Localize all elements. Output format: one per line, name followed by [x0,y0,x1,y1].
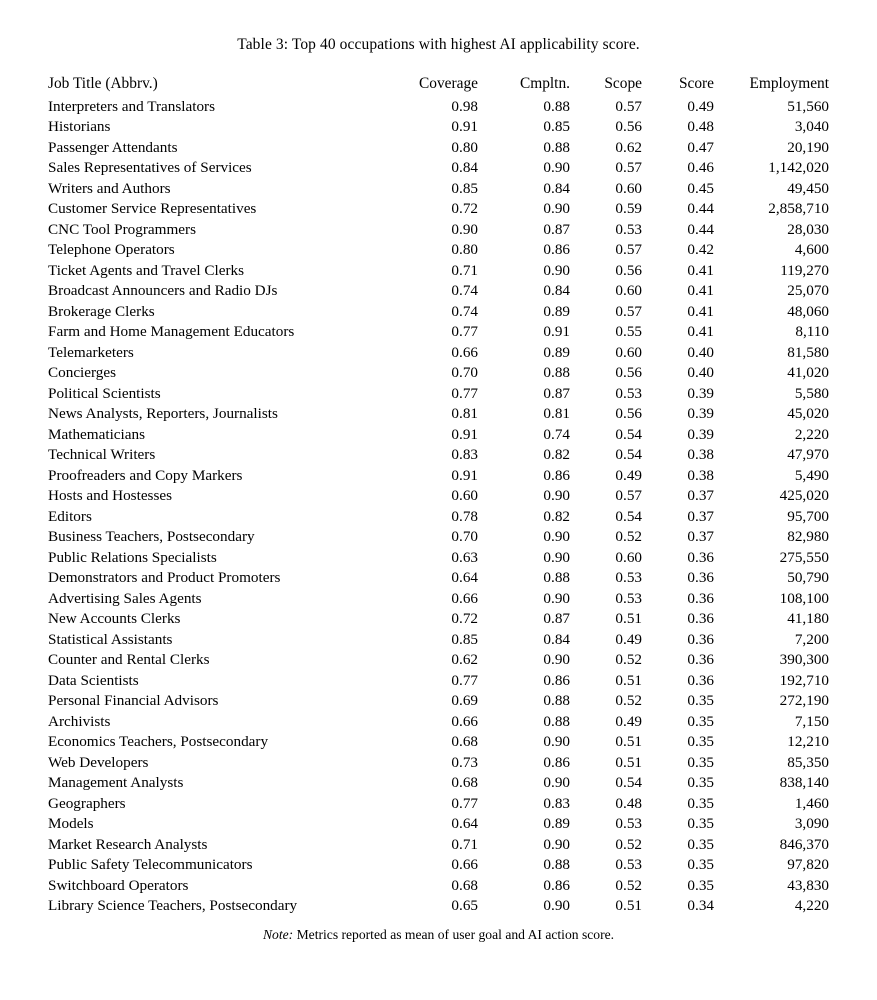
cell-scope: 0.53 [615,569,642,587]
cell-cmpltn: 0.89 [543,815,570,833]
cell-cmpltn: 0.83 [543,794,570,812]
cell-scope: 0.52 [615,651,642,669]
cell-scope: 0.52 [615,876,642,894]
table-row [48,753,829,774]
cell-cmpltn: 0.81 [543,405,570,423]
cell-employment: 108,100 [779,589,829,607]
cell-cmpltn: 0.89 [543,343,570,361]
cell-employment: 8,110 [795,323,829,341]
cell-scope: 0.51 [615,671,642,689]
cell-score: 0.35 [687,712,714,730]
table-row [48,158,829,179]
cell-employment: 25,070 [787,282,829,300]
table-row [48,486,829,507]
cell-coverage: 0.66 [451,589,478,607]
cell-employment: 81,580 [787,343,829,361]
cell-score: 0.35 [687,815,714,833]
cell-cmpltn: 0.88 [543,569,570,587]
cell-job-title: Technical Writers [48,446,156,464]
cell-cmpltn: 0.86 [543,876,570,894]
cell-coverage: 0.77 [451,671,478,689]
table-row [48,466,829,487]
cell-cmpltn: 0.88 [543,138,570,156]
column-header-scope: Scope [604,74,642,92]
cell-cmpltn: 0.90 [543,589,570,607]
table-row [48,712,829,733]
cell-scope: 0.60 [615,343,642,361]
table-row [48,138,829,159]
table-row [48,445,829,466]
cell-scope: 0.53 [615,220,642,238]
cell-job-title: New Accounts Clerks [48,610,181,628]
cell-employment: 51,560 [787,97,829,115]
cell-scope: 0.49 [615,712,642,730]
cell-job-title: Concierges [48,364,117,382]
cell-job-title: Counter and Rental Clerks [48,651,210,669]
table-row [48,302,829,323]
cell-coverage: 0.69 [451,692,478,710]
cell-employment: 20,190 [787,138,829,156]
cell-job-title: Market Research Analysts [48,835,208,853]
cell-employment: 838,140 [779,774,829,792]
cell-employment: 47,970 [787,446,829,464]
cell-job-title: Brokerage Clerks [48,302,155,320]
cell-cmpltn: 0.87 [543,220,570,238]
cell-cmpltn: 0.88 [543,712,570,730]
cell-cmpltn: 0.89 [543,302,570,320]
cell-job-title: Writers and Authors [48,179,171,197]
cell-score: 0.39 [687,405,714,423]
cell-cmpltn: 0.90 [543,897,570,915]
cell-coverage: 0.68 [451,774,478,792]
table-row [48,343,829,364]
cell-job-title: Sales Representatives of Services [48,159,252,177]
cell-cmpltn: 0.90 [543,774,570,792]
cell-coverage: 0.72 [451,200,478,218]
cell-score: 0.37 [687,528,714,546]
cell-cmpltn: 0.90 [543,835,570,853]
cell-job-title: Telemarketers [48,343,134,361]
cell-scope: 0.56 [615,364,642,382]
cell-employment: 4,600 [794,241,829,259]
table-row [48,855,829,876]
cell-employment: 272,190 [779,692,829,710]
cell-cmpltn: 0.86 [543,671,570,689]
table-container [48,55,829,920]
cell-score: 0.36 [687,671,714,689]
cell-coverage: 0.62 [451,651,478,669]
cell-coverage: 0.64 [451,815,478,833]
cell-cmpltn: 0.90 [543,159,570,177]
table-note [48,920,829,944]
cell-coverage: 0.66 [451,856,478,874]
cell-employment: 390,300 [779,651,829,669]
table-row [48,630,829,651]
cell-score: 0.47 [687,138,714,156]
table-row [48,609,829,630]
table-row [48,93,829,118]
cell-employment: 85,350 [787,753,829,771]
table-row [48,568,829,589]
cell-score: 0.37 [687,507,714,525]
cell-scope: 0.49 [615,466,642,484]
table-row [48,773,829,794]
cell-job-title: Web Developers [48,753,149,771]
cell-score: 0.46 [687,159,714,177]
cell-employment: 12,210 [787,733,829,751]
table-row [48,363,829,384]
cell-scope: 0.60 [615,179,642,197]
table-row [48,384,829,405]
cell-coverage: 0.83 [451,446,478,464]
column-header-job-title: Job Title (Abbrv.) [48,74,158,92]
cell-employment: 7,150 [794,712,829,730]
table-row [48,281,829,302]
cell-coverage: 0.80 [451,241,478,259]
cell-coverage: 0.84 [451,159,478,177]
cell-cmpltn: 0.90 [543,200,570,218]
column-header-employment: Employment [749,74,829,92]
cell-cmpltn: 0.90 [543,528,570,546]
cell-job-title: Telephone Operators [48,241,175,259]
cell-job-title: Political Scientists [48,384,161,402]
cell-coverage: 0.68 [451,876,478,894]
cell-coverage: 0.85 [451,179,478,197]
cell-job-title: Library Science Teachers, Postsecondary [48,897,298,915]
cell-employment: 49,450 [787,179,829,197]
cell-cmpltn: 0.86 [543,241,570,259]
cell-score: 0.41 [687,261,714,279]
cell-scope: 0.57 [615,241,642,259]
table-caption: Table 3: Top 40 occupations with highest AI applicability score. [237,36,640,53]
cell-score: 0.42 [687,241,714,259]
note-text: Metrics reported as mean of user goal and AI action score. [296,926,615,942]
cell-employment: 41,020 [787,364,829,382]
cell-cmpltn: 0.82 [543,446,570,464]
cell-scope: 0.62 [615,138,642,156]
table-row [48,527,829,548]
cell-cmpltn: 0.88 [543,97,570,115]
cell-scope: 0.48 [615,794,642,812]
cell-score: 0.35 [687,692,714,710]
cell-job-title: Passenger Attendants [48,138,178,156]
cell-employment: 2,858,710 [768,200,829,218]
cell-job-title: Economics Teachers, Postsecondary [48,733,269,751]
cell-scope: 0.59 [615,200,642,218]
table-row [48,589,829,610]
cell-employment: 5,580 [794,384,829,402]
cell-scope: 0.53 [615,856,642,874]
cell-scope: 0.52 [615,528,642,546]
cell-coverage: 0.65 [451,897,478,915]
cell-job-title: Public Safety Telecommunicators [48,856,253,874]
cell-scope: 0.54 [615,446,642,464]
cell-score: 0.35 [687,753,714,771]
cell-employment: 3,040 [794,118,829,136]
cell-coverage: 0.73 [451,753,478,771]
cell-scope: 0.53 [615,815,642,833]
table-row [48,220,829,241]
cell-score: 0.49 [687,97,714,115]
cell-job-title: Switchboard Operators [48,876,189,894]
cell-cmpltn: 0.90 [543,733,570,751]
cell-cmpltn: 0.74 [543,425,570,443]
cell-score: 0.44 [687,200,714,218]
cell-score: 0.35 [687,774,714,792]
cell-employment: 275,550 [779,548,829,566]
table-row [48,794,829,815]
cell-score: 0.41 [687,323,714,341]
cell-employment: 95,700 [787,507,829,525]
cell-job-title: Demonstrators and Product Promoters [48,569,281,587]
cell-employment: 4,220 [794,897,829,915]
cell-employment: 2,220 [794,425,829,443]
cell-score: 0.41 [687,282,714,300]
cell-scope: 0.57 [615,159,642,177]
cell-scope: 0.56 [615,405,642,423]
table-row [48,179,829,200]
cell-score: 0.44 [687,220,714,238]
cell-job-title: Historians [48,118,111,136]
cell-score: 0.40 [687,343,714,361]
cell-job-title: Business Teachers, Postsecondary [48,528,255,546]
table-row [48,732,829,753]
cell-job-title: Interpreters and Translators [48,97,216,115]
table-row [48,425,829,446]
cell-job-title: Ticket Agents and Travel Clerks [48,261,245,279]
cell-coverage: 0.98 [451,97,478,115]
cell-cmpltn: 0.84 [543,630,570,648]
table-row [48,876,829,897]
cell-score: 0.36 [687,651,714,669]
cell-cmpltn: 0.90 [543,261,570,279]
cell-coverage: 0.64 [451,569,478,587]
cell-coverage: 0.77 [451,794,478,812]
cell-scope: 0.57 [615,487,642,505]
cell-job-title: CNC Tool Programmers [48,220,196,238]
cell-coverage: 0.66 [451,343,478,361]
cell-job-title: Statistical Assistants [48,630,173,648]
cell-coverage: 0.77 [451,323,478,341]
table-row [48,835,829,856]
cell-score: 0.38 [687,466,714,484]
ai-applicability-table [48,75,829,920]
table-row [48,117,829,138]
cell-employment: 1,460 [794,794,829,812]
cell-cmpltn: 0.90 [543,651,570,669]
cell-job-title: Personal Financial Advisors [48,692,219,710]
cell-coverage: 0.68 [451,733,478,751]
cell-job-title: Models [48,815,94,833]
cell-coverage: 0.70 [451,528,478,546]
cell-employment: 846,370 [779,835,829,853]
cell-job-title: Management Analysts [48,774,184,792]
cell-coverage: 0.70 [451,364,478,382]
cell-coverage: 0.66 [451,712,478,730]
cell-scope: 0.54 [615,774,642,792]
cell-scope: 0.49 [615,630,642,648]
table-header-row [48,75,829,93]
note-label: Note: [262,926,294,942]
table-row [48,404,829,425]
cell-job-title: Editors [48,507,92,525]
cell-employment: 48,060 [787,302,829,320]
cell-score: 0.35 [687,835,714,853]
cell-coverage: 0.81 [451,405,478,423]
cell-employment: 5,490 [794,466,829,484]
cell-coverage: 0.80 [451,138,478,156]
table-row [48,199,829,220]
cell-job-title: Public Relations Specialists [48,548,217,566]
cell-score: 0.36 [687,548,714,566]
cell-scope: 0.51 [615,753,642,771]
column-header-coverage: Coverage [419,74,478,92]
cell-coverage: 0.77 [451,384,478,402]
table-row [48,548,829,569]
cell-score: 0.35 [687,876,714,894]
cell-employment: 7,200 [794,630,829,648]
cell-coverage: 0.78 [451,507,478,525]
cell-cmpltn: 0.90 [543,548,570,566]
cell-cmpltn: 0.86 [543,466,570,484]
cell-cmpltn: 0.86 [543,753,570,771]
cell-job-title: News Analysts, Reporters, Journalists [48,405,278,423]
cell-cmpltn: 0.88 [543,856,570,874]
cell-score: 0.36 [687,630,714,648]
cell-job-title: Mathematicians [48,425,145,443]
cell-score: 0.48 [687,118,714,136]
cell-score: 0.34 [687,897,714,915]
cell-scope: 0.51 [615,610,642,628]
cell-employment: 3,090 [794,815,829,833]
cell-coverage: 0.71 [451,261,478,279]
cell-cmpltn: 0.84 [543,179,570,197]
cell-employment: 119,270 [780,261,829,279]
cell-job-title: Hosts and Hostesses [48,487,173,505]
cell-employment: 41,180 [787,610,829,628]
cell-coverage: 0.72 [451,610,478,628]
cell-score: 0.39 [687,384,714,402]
cell-scope: 0.53 [615,384,642,402]
table-row [48,240,829,261]
cell-scope: 0.60 [615,548,642,566]
cell-score: 0.37 [687,487,714,505]
cell-employment: 1,142,020 [768,159,829,177]
cell-score: 0.36 [687,569,714,587]
cell-coverage: 0.74 [451,302,478,320]
cell-job-title: Archivists [48,712,111,730]
table-row [48,814,829,835]
cell-score: 0.41 [687,302,714,320]
cell-employment: 97,820 [787,856,829,874]
table-row [48,507,829,528]
table-row [48,261,829,282]
cell-coverage: 0.91 [451,466,478,484]
table-header [48,75,829,93]
cell-score: 0.36 [687,589,714,607]
cell-score: 0.35 [687,733,714,751]
table-row [48,691,829,712]
cell-job-title: Farm and Home Management Educators [48,323,295,341]
cell-score: 0.40 [687,364,714,382]
table-row [48,671,829,692]
cell-job-title: Proofreaders and Copy Markers [48,466,243,484]
cell-scope: 0.57 [615,302,642,320]
cell-job-title: Customer Service Representatives [48,200,257,218]
cell-scope: 0.53 [615,589,642,607]
cell-score: 0.39 [687,425,714,443]
table-row [48,322,829,343]
cell-scope: 0.56 [615,261,642,279]
cell-employment: 425,020 [779,487,829,505]
cell-score: 0.35 [687,794,714,812]
cell-score: 0.35 [687,856,714,874]
cell-scope: 0.52 [615,835,642,853]
cell-coverage: 0.91 [451,118,478,136]
cell-score: 0.45 [687,179,714,197]
cell-employment: 50,790 [787,569,829,587]
cell-scope: 0.54 [615,507,642,525]
cell-cmpltn: 0.87 [543,384,570,402]
cell-coverage: 0.60 [451,487,478,505]
cell-employment: 43,830 [787,876,829,894]
cell-job-title: Data Scientists [48,671,139,689]
table-body [48,93,829,920]
cell-cmpltn: 0.90 [543,487,570,505]
cell-coverage: 0.85 [451,630,478,648]
cell-scope: 0.54 [615,425,642,443]
cell-scope: 0.51 [615,733,642,751]
table-row [48,650,829,671]
cell-coverage: 0.63 [451,548,478,566]
cell-scope: 0.60 [615,282,642,300]
cell-scope: 0.56 [615,118,642,136]
cell-cmpltn: 0.87 [543,610,570,628]
cell-cmpltn: 0.88 [543,692,570,710]
column-header-score: Score [678,74,714,92]
cell-cmpltn: 0.91 [543,323,570,341]
cell-cmpltn: 0.84 [543,282,570,300]
cell-score: 0.36 [687,610,714,628]
cell-scope: 0.55 [615,323,642,341]
cell-scope: 0.57 [615,97,642,115]
cell-job-title: Broadcast Announcers and Radio DJs [48,282,278,300]
cell-cmpltn: 0.85 [543,118,570,136]
cell-coverage: 0.91 [451,425,478,443]
cell-score: 0.38 [687,446,714,464]
cell-cmpltn: 0.82 [543,507,570,525]
cell-employment: 28,030 [787,220,829,238]
cell-employment: 82,980 [787,528,829,546]
cell-coverage: 0.90 [451,220,478,238]
cell-cmpltn: 0.88 [543,364,570,382]
cell-job-title: Advertising Sales Agents [48,589,202,607]
column-header-cmpltn: Cmpltn. [519,74,570,92]
cell-coverage: 0.74 [451,282,478,300]
cell-employment: 192,710 [779,671,829,689]
cell-scope: 0.52 [615,692,642,710]
cell-job-title: Geographers [48,794,126,812]
table-row [48,896,829,920]
cell-scope: 0.51 [615,897,642,915]
cell-coverage: 0.71 [451,835,478,853]
cell-employment: 45,020 [787,405,829,423]
